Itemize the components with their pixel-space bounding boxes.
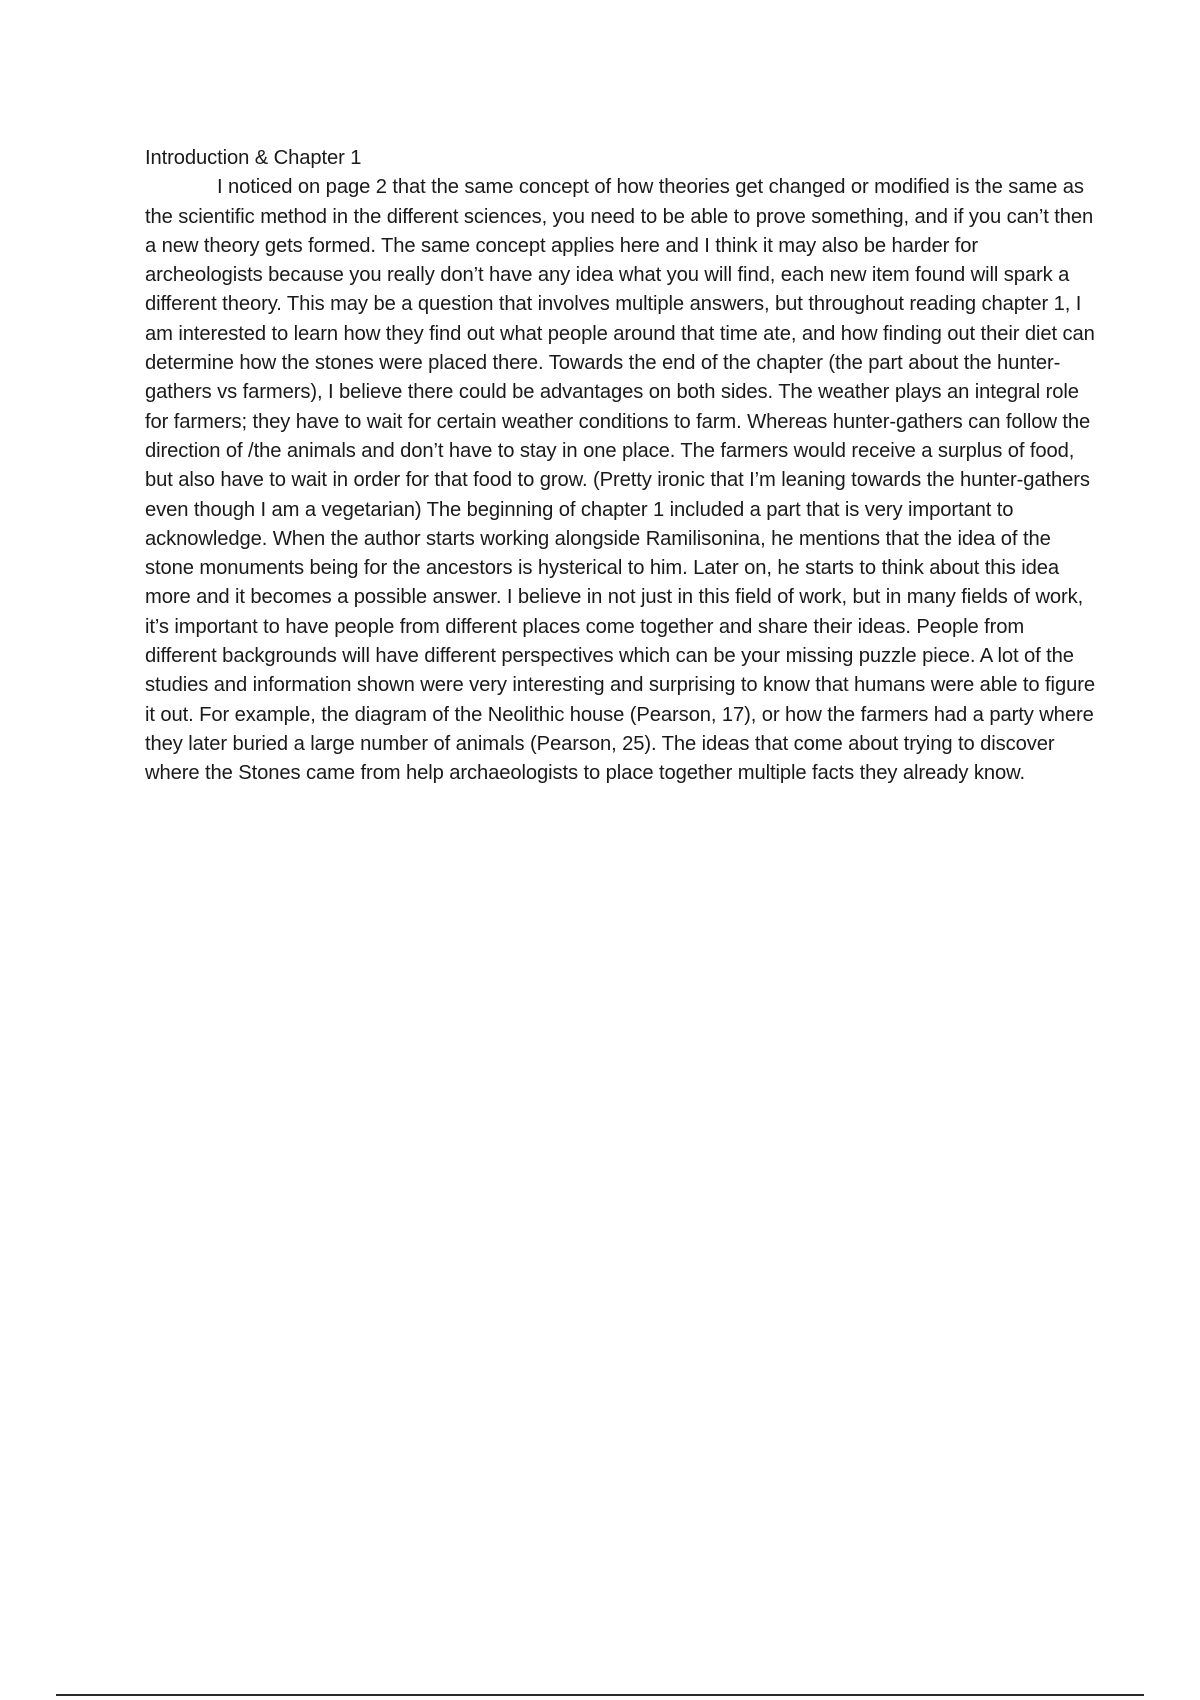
section-heading: Introduction & Chapter 1	[145, 147, 362, 169]
page-bottom-divider	[56, 1694, 1144, 1696]
body-paragraph: I noticed on page 2 that the same concept of how theories get changed or modified is the same as the scientific method in the different sciences, you need to be able to prove something, and if you can’t then a new theory gets formed. The same concept applies here and I think it may also be harder for archeologists because you really don’t have any idea what you will find, each new item found will spark a different theory. This may be a question that involves multiple answers, but throughout reading chapter 1, I am interested to learn how they find out what people around that time ate, and how finding out their diet can determine how the stones were placed there. Towards the end of the chapter (the part about the hunter-gathers vs farmers), I believe there could be advantages on both sides. The weather plays an integral role for farmers; they have to wait for certain weather conditions to farm. Whereas hunter-gathers can follow the direction of /the animals and don’t have to stay in one place. The farmers would receive a surplus of food, but also have to wait in order for that food to grow. (Pretty ironic that I’m leaning towards the hunter-gathers even though I am a vegetarian) The beginning of chapter 1 included a part that is very important to acknowledge. When the author starts working alongside Ramilisonina, he mentions that the idea of the stone monuments being for the ancestors is hysterical to him. Later on, he starts to think about this idea more and it becomes a possible answer. I believe in not just in this field of work, but in many fields of work, it’s important to have people from different places come together and share their ideas. People from different backgrounds will have different perspectives which can be your missing puzzle piece. A lot of the studies and information shown were very interesting and surprising to know that humans were able to figure it out. For example, the diagram of the Neolithic house (Pearson, 17), or how the farmers had a party where they later buried a large number of animals (Pearson, 25). The ideas that come about trying to discover where the Stones came from help archaeologists to place together multiple facts they already know.	[145, 176, 1095, 785]
document-body	[145, 144, 1095, 789]
